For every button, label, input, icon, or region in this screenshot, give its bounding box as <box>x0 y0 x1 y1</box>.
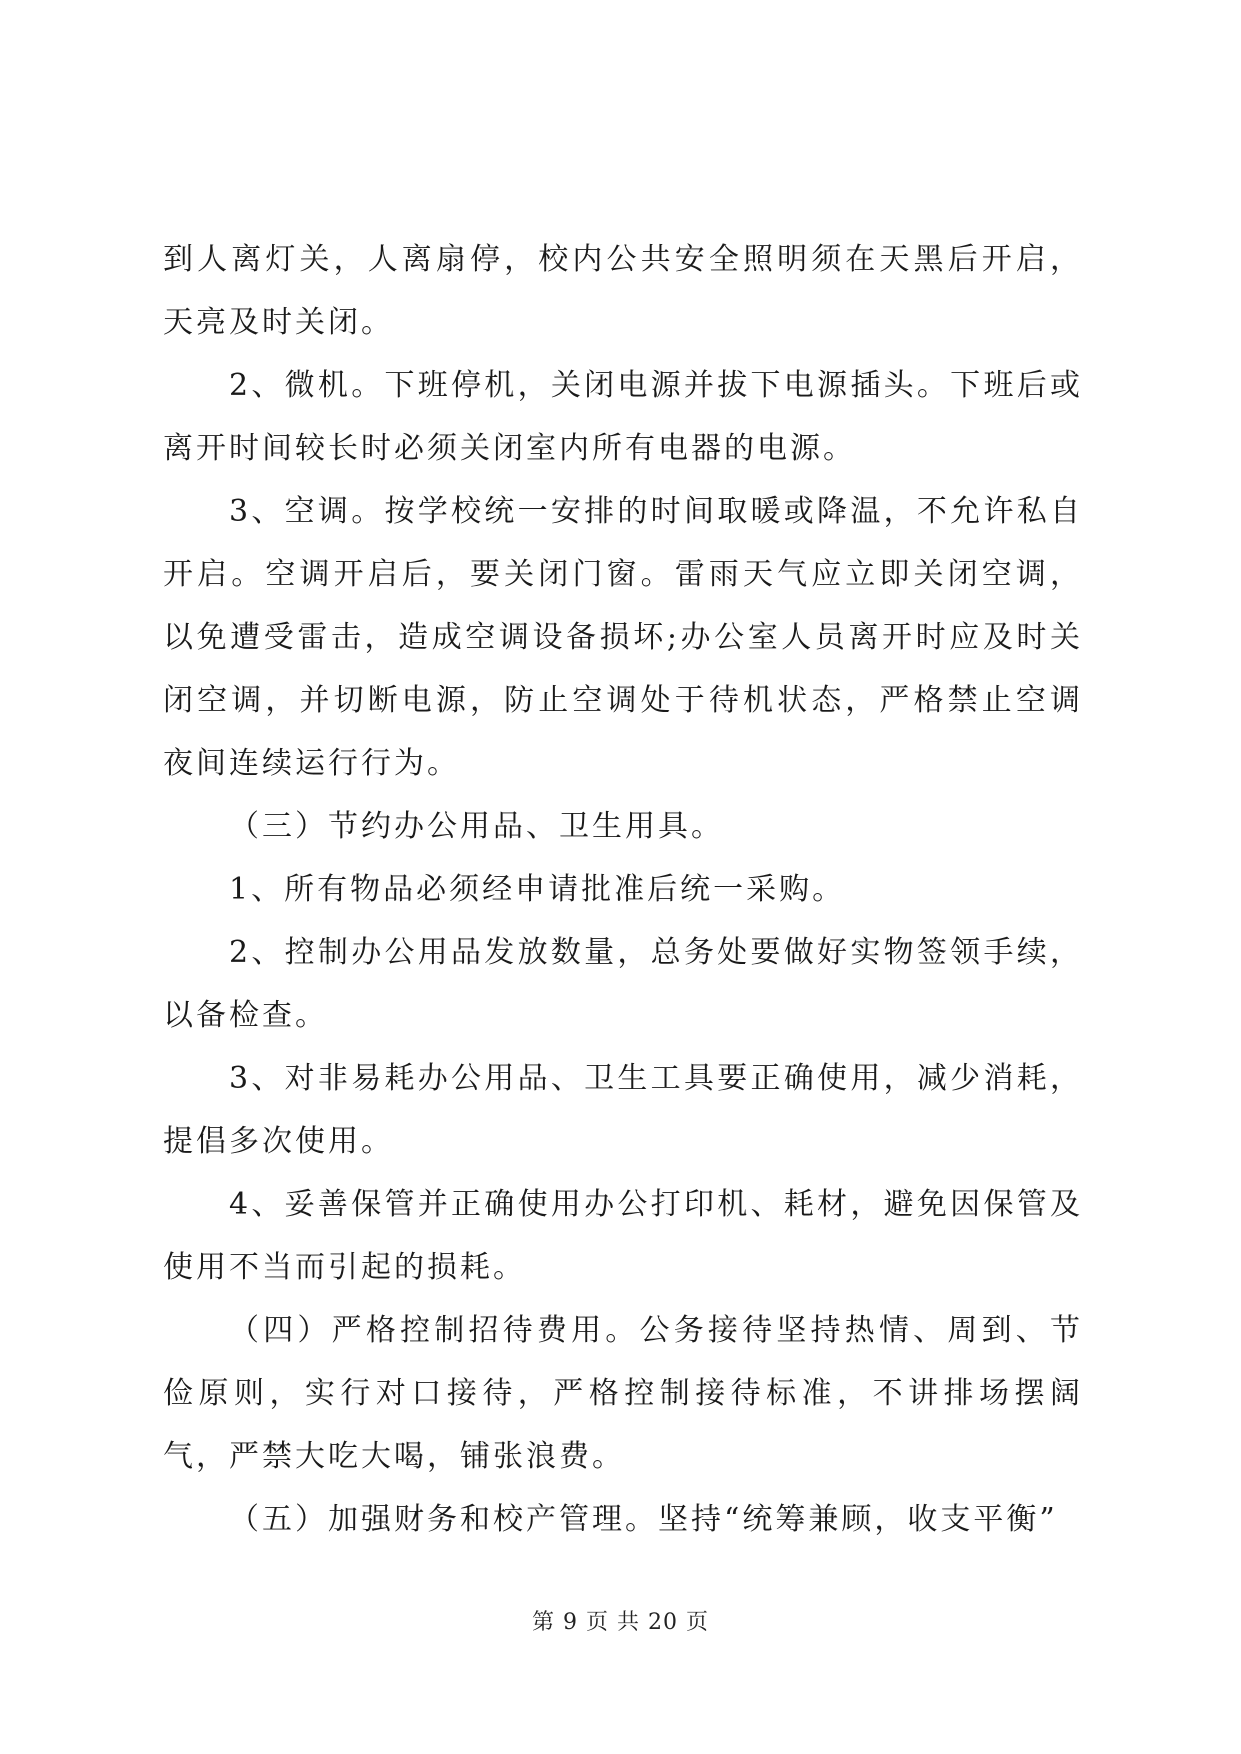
page-number-footer: 第 9 页 共 20 页 <box>532 1610 709 1635</box>
paragraph-2: 2、微机。下班停机，关闭电源并拔下电源插头。下班后或离开时间较长时必须关闭室内所有电器的电源。 <box>163 368 1083 466</box>
paragraph-8: 4、妥善保管并正确使用办公打印机、耗材，避免因保管及使用不当而引起的损耗。 <box>163 1187 1083 1285</box>
paragraph-9: （四）严格控制招待费用。公务接待坚持热情、周到、节俭原则，实行对口接待，严格控制接待标准，不讲排场摆阔气，严禁大吃大喝，铺张浪费。 <box>163 1313 1083 1474</box>
paragraph-7: 3、对非易耗办公用品、卫生工具要正确使用，减少消耗，提倡多次使用。 <box>163 1061 1083 1159</box>
document-body <box>163 228 1083 1551</box>
paragraph-10: （五）加强财务和校产管理。坚持“统筹兼顾，收支平衡” <box>229 1502 1058 1537</box>
paragraph-1: 到人离灯关，人离扇停，校内公共安全照明须在天黑后开启，天亮及时关闭。 <box>163 242 1083 340</box>
paragraph-6: 2、控制办公用品发放数量，总务处要做好实物签领手续，以备检查。 <box>163 935 1083 1033</box>
paragraph-5: 1、所有物品必须经申请批准后统一采购。 <box>229 872 846 907</box>
paragraph-3: 3、空调。按学校统一安排的时间取暖或降温，不允许私自开启。空调开启后，要关闭门窗。雷雨天气应立即关闭空调，以免遭受雷击，造成空调设备损坏;办公室人员离开时应及时关闭空调，并切断电源，防止空调处于待机状态，严格禁止空调夜间连续运行行为。 <box>163 494 1083 781</box>
paragraph-4: （三）节约办公用品、卫生用具。 <box>229 809 724 844</box>
